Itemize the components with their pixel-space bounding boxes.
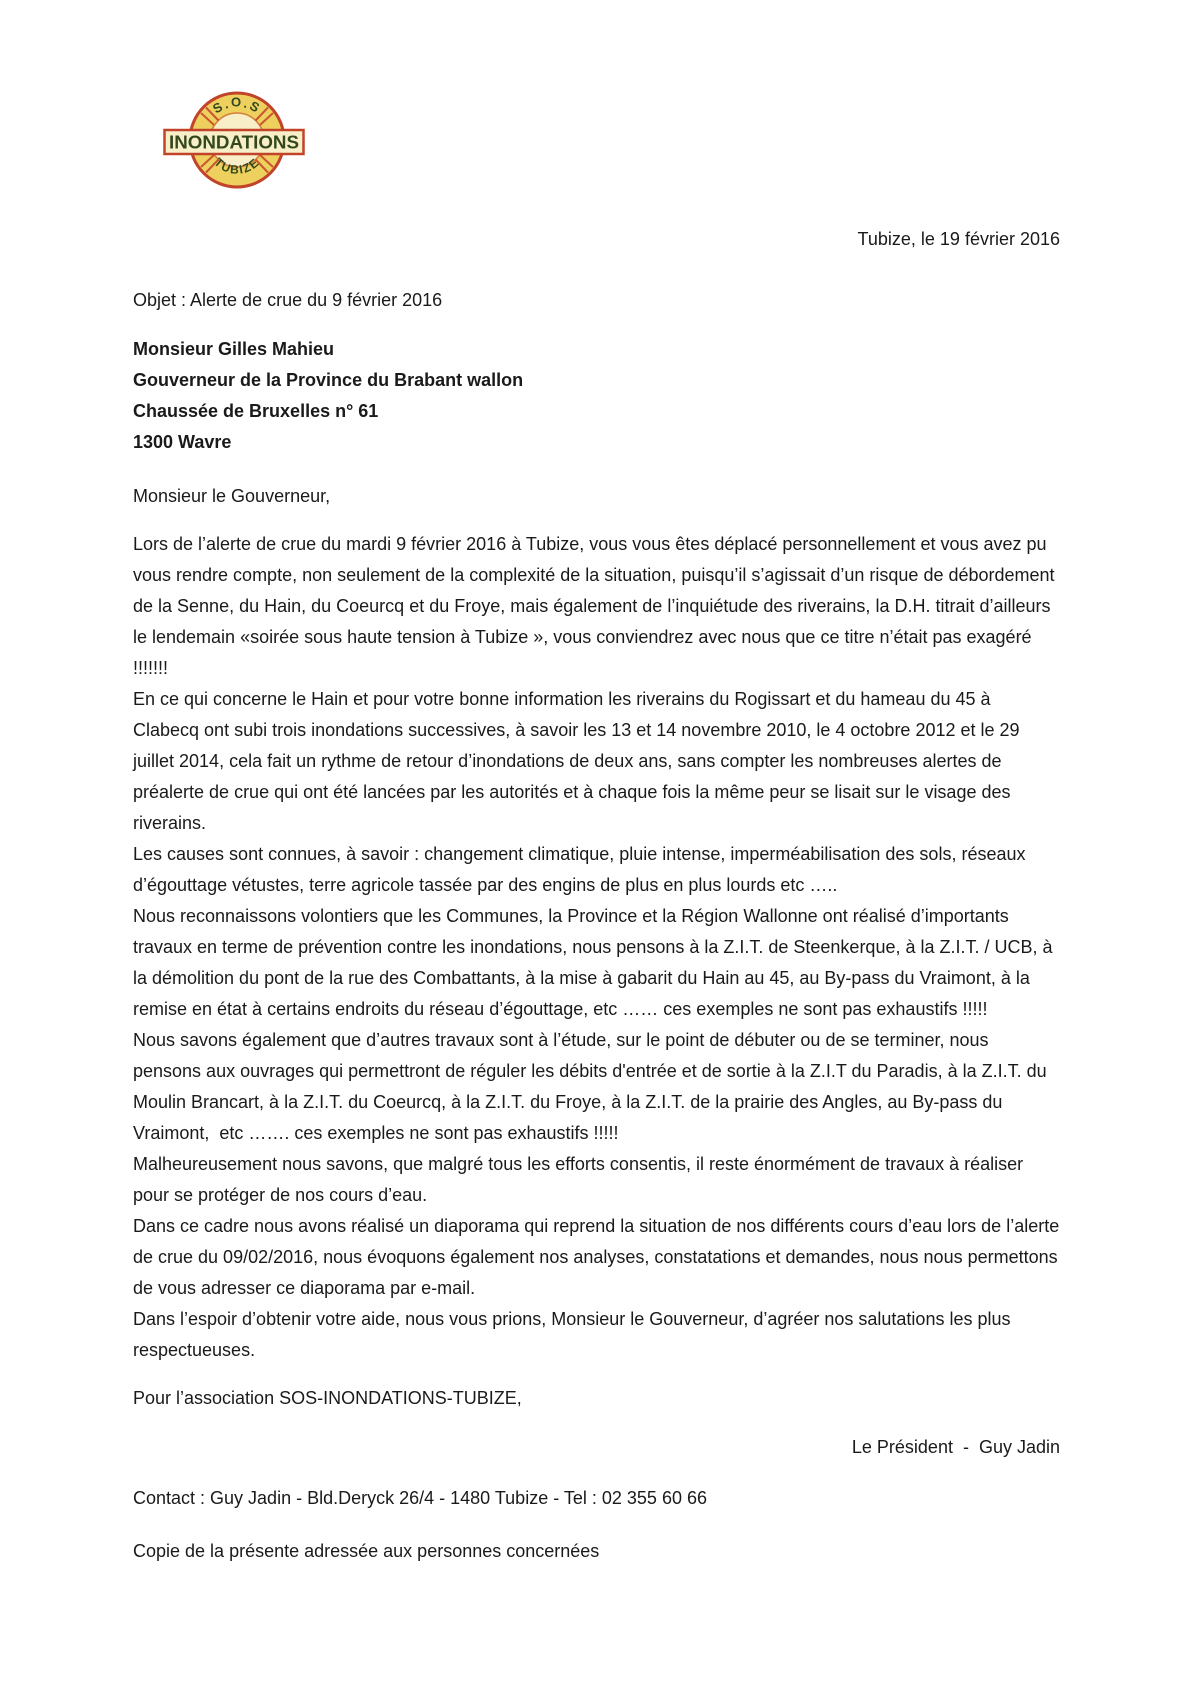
- recipient-title: Gouverneur de la Province du Brabant wallon: [133, 370, 524, 390]
- signature-line: Le Président - Guy Jadin: [851, 1437, 1060, 1457]
- body-paragraph-6: Malheureusement nous savons, que malgré tous les efforts consentis, il reste énormément de travaux à réaliser pour se protéger de nos cours d’eau.: [133, 1154, 1029, 1205]
- recipient-block: [133, 334, 1060, 458]
- letter-body: [133, 529, 1065, 1366]
- association-logo: [163, 0, 305, 192]
- body-paragraph-7: Dans ce cadre nous avons réalisé un diaporama qui reprend la situation de nos différents cours d’eau lors de l’alerte de crue du 09/02/2016, nous évoquons également nos analyses, constatations et demandes, nous nous permettons de vous adresser ce diaporama par e-mail.: [133, 1216, 1065, 1298]
- subject-line: Objet : Alerte de crue du 9 février 2016: [133, 290, 443, 310]
- copy-note: Copie de la présente adressée aux personnes concernées: [133, 1541, 600, 1561]
- logo-top-text: S.O.S: [210, 94, 264, 117]
- recipient-street: Chaussée de Bruxelles n° 61: [133, 401, 379, 421]
- logo-banner-text: INONDATIONS: [169, 132, 299, 153]
- recipient-name: Monsieur Gilles Mahieu: [133, 339, 335, 359]
- body-paragraph-8: Dans l’espoir d’obtenir votre aide, nous vous prions, Monsieur le Gouverneur, d’agréer nos salutations les plus respectueuses.: [133, 1309, 1016, 1360]
- association-line: Pour l’association SOS-INONDATIONS-TUBIZE,: [133, 1388, 522, 1408]
- recipient-city: 1300 Wavre: [133, 432, 232, 452]
- body-paragraph-5: Nous savons également que d’autres travaux sont à l’étude, sur le point de débuter ou de se terminer, nous pensons aux ouvrages qui permettront de réguler les débits d'entrée et de sortie à la Z.I.T du Paradis, à la Z.I.T. du Moulin Brancart, à la Z.I.T. du Coeurcq, à la Z.I.T. du Froye, à la Z.I.T. de la prairie des Angles, au By-pass du Vraimont, etc ……. ces exemples ne sont pas exhaustifs !!!!!: [133, 1030, 1052, 1143]
- body-paragraph-2: En ce qui concerne le Hain et pour votre bonne information les riverains du Rogissart et du hameau du 45 à Clabecq ont subi trois inondations successives, à savoir les 13 et 14 novembre 2010, le 4 octobre 2012 et le 29 juillet 2014, cela fait un rythme de retour d’inondations de deux ans, sans compter les nombreuses alertes de préalerte de crue qui ont été lancées par les autorités et à chaque fois la même peur se lisait sur le visage des riverains.: [133, 689, 1025, 833]
- body-paragraph-3: Les causes sont connues, à savoir : changement climatique, pluie intense, imperméabilisation des sols, réseaux d’égouttage vétustes, terre agricole tassée par des engins de plus en plus lourds etc …..: [133, 844, 1031, 895]
- body-paragraph-4: Nous reconnaissons volontiers que les Communes, la Province et la Région Wallonne ont réalisé d’importants travaux en terme de prévention contre les inondations, nous pensons à la Z.I.T. de Steenkerque, à la Z.I.T. / UCB, à la démolition du pont de la rue des Combattants, à la mise à gabarit du Hain au 45, au By-pass du Vraimont, à la remise en état à certains endroits du réseau d’égouttage, etc …… ces exemples ne sont pas exhaustifs !!!!!: [133, 906, 1058, 1019]
- sos-inondations-tubize-logo-icon: [163, 90, 305, 192]
- logo-bottom-text: TUBIZE: [211, 155, 263, 177]
- salutation: Monsieur le Gouverneur,: [133, 486, 331, 506]
- body-paragraph-1: Lors de l’alerte de crue du mardi 9 février 2016 à Tubize, vous vous êtes déplacé personnellement et vous avez pu vous rendre compte, non seulement de la complexité de la situation, puisqu’il s’agissait d’un risque de débordement de la Senne, du Hain, du Coeurcq et du Froye, mais également de l’inquiétude des riverains, la D.H. titrait d’ailleurs le lendemain «soirée sous haute tension à Tubize », vous conviendrez avec nous que ce titre n’était pas exagéré !!!!!!!: [133, 534, 1060, 678]
- contact-line: Contact : Guy Jadin - Bld.Deryck 26/4 - 1480 Tubize - Tel : 02 355 60 66: [133, 1488, 707, 1508]
- date-line: Tubize, le 19 février 2016: [857, 229, 1060, 249]
